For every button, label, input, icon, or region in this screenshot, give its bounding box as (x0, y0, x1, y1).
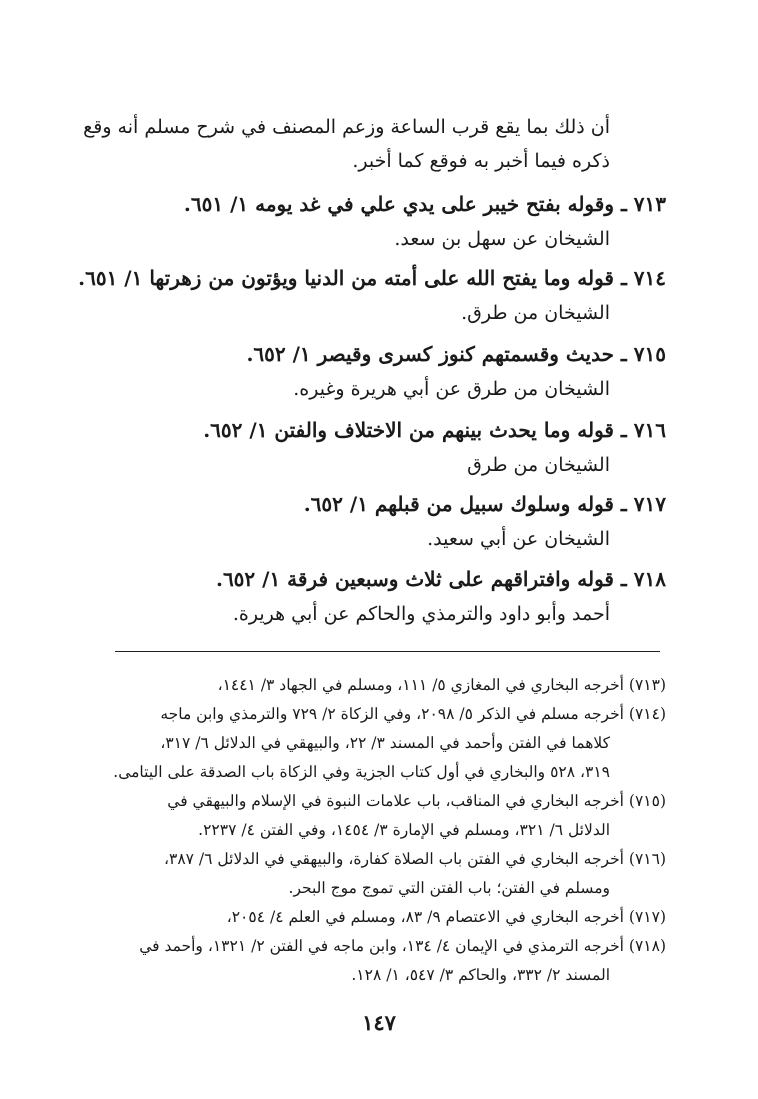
footnote-716-cont: ومسلم في الفتن؛ باب الفتن التي تموج موج البحر. (288, 879, 610, 897)
entry-714-source: الشيخان من طرق. (461, 302, 610, 324)
footnote-divider (115, 651, 660, 652)
entry-716-source: الشيخان من طرق (467, 454, 610, 476)
footnote-716: (٧١٦) أخرجه البخاري في الفتن باب الصلاة كفارة، والبيهقي في الدلائل ٦/ ٣٨٧، (163, 850, 666, 868)
entry-714-title: ٧١٤ ـ قوله وما يفتح الله على أمته من الدنيا ويؤتون من زهرتها ١/ ٦٥١. (78, 266, 666, 290)
footnote-715-cont: الدلائل ٦/ ٣٢١، ومسلم في الإمارة ٣/ ١٤٥٤، وفي الفتن ٤/ ٢٢٣٧. (198, 821, 610, 839)
entry-718-source: أحمد وأبو داود والترمذي والحاكم عن أبي هريرة. (232, 603, 610, 625)
entry-713-source: الشيخان عن سهل بن سعد. (394, 228, 610, 250)
entry-715-title: ٧١٥ ـ حديث وقسمتهم كنوز كسرى وقيصر ١/ ٦٥٢. (246, 342, 666, 366)
footnote-714: (٧١٤) أخرجه مسلم في الذكر ٥/ ٢٠٩٨، وفي الزكاة ٢/ ٧٢٩ والترمذي وابن ماجه (160, 705, 666, 723)
entry-717-title: ٧١٧ ـ قوله وسلوك سبيل من قبلهم ١/ ٦٥٢. (303, 492, 666, 516)
footnote-714-cont: ٣١٩، ٥٢٨ والبخاري في أول كتاب الجزية وفي الزكاة باب الصدقة على اليتامى. (113, 763, 610, 781)
entry-717-source: الشيخان عن أبي سعيد. (427, 528, 610, 550)
footnote-714-cont: كلاهما في الفتن وأحمد في المسند ٣/ ٢٢، والبيهقي في الدلائل ٦/ ٣١٧، (160, 734, 610, 752)
footnote-713: (٧١٣) أخرجه البخاري في المغازي ٥/ ١١١، ومسلم في الجهاد ٣/ ١٤٤١، (217, 676, 666, 694)
intro-line: أن ذلك بما يقع قرب الساعة وزعم المصنف في شرح مسلم أنه وقع (83, 116, 610, 138)
footnote-715: (٧١٥) أخرجه البخاري في المناقب، باب علامات النبوة في الإسلام والبيهقي في (167, 792, 666, 810)
entry-716-title: ٧١٦ ـ قوله وما يحدث بينهم من الاختلاف والفتن ١/ ٦٥٢. (203, 418, 666, 442)
footnote-718: (٧١٨) أخرجه الترمذي في الإيمان ٤/ ١٣٤، وابن ماجه في الفتن ٢/ ١٣٢١، وأحمد في (139, 937, 666, 955)
footnote-717: (٧١٧) أخرجه البخاري في الاعتصام ٩/ ٨٣، ومسلم في العلم ٤/ ٢٠٥٤، (226, 908, 666, 926)
intro-line: ذكره فيما أخبر به فوقع كما أخبر. (352, 150, 610, 172)
footnote-718-cont: المسند ٢/ ٣٣٢، والحاكم ٣/ ٥٤٧، ١/ ١٢٨. (351, 966, 610, 984)
entry-715-source: الشيخان من طرق عن أبي هريرة وغيره. (293, 378, 610, 400)
page-number: ١٤٧ (362, 1010, 396, 1035)
entry-713-title: ٧١٣ ـ وقوله بفتح خيبر على يدي علي في غد يومه ١/ ٦٥١. (183, 192, 666, 216)
entry-718-title: ٧١٨ ـ قوله وافتراقهم على ثلاث وسبعين فرقة ١/ ٦٥٢. (215, 567, 666, 591)
